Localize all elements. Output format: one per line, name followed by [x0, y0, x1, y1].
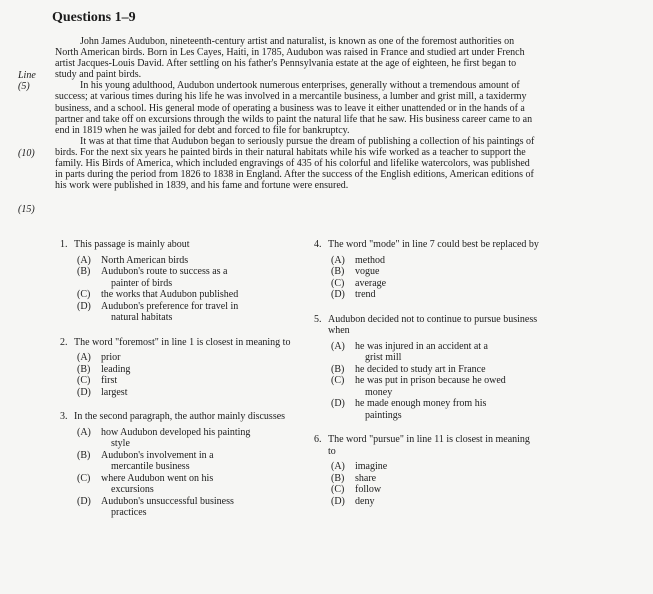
answer-choice[interactable] [331, 473, 539, 485]
answer-choice[interactable] [331, 266, 539, 278]
choice-label: (A) [77, 254, 91, 266]
choice-text-continued: style [111, 438, 130, 449]
passage-paragraph-1: John James Audubon, nineteenth-century artist and naturalist, is known as one of the foremost authorities on North American birds. Born in Les Cayes, Haiti, in 1785, Audubon was raised in France and studied art under French artist Jacques-Louis David. After settling on his father's Pennsylvania estate at the age of eighteen, he first began to study and paint birds. [55, 36, 525, 81]
choice-label: (B) [331, 266, 345, 277]
choice-text: prior [101, 352, 121, 363]
question-number: 6. [314, 434, 322, 445]
answer-choice[interactable] [77, 427, 300, 450]
choice-text-block [101, 352, 300, 364]
question-stem-line [314, 314, 539, 337]
choice-text-block [101, 289, 300, 301]
choice-text-block [355, 375, 539, 398]
question-stem: Audubon decided not to continue to pursue business when [328, 313, 538, 336]
choice-text-continued: excursions [111, 484, 154, 495]
choice-text: deny [355, 495, 375, 507]
answer-choice[interactable] [77, 255, 300, 267]
choice-label: (A) [331, 461, 345, 472]
choice-text-block [101, 496, 300, 519]
answer-choice[interactable] [331, 255, 539, 267]
choice-label: (B) [77, 363, 91, 375]
choice-text: Audubon's preference for travel in [101, 300, 239, 312]
questions-right-column [314, 239, 539, 520]
choice-text-block [101, 387, 300, 399]
choice-text: leading [101, 363, 131, 375]
answer-choices [314, 255, 539, 301]
choice-label: (D) [77, 386, 91, 398]
question-stem: This passage is mainly about [74, 239, 190, 250]
question-number: 5. [314, 313, 322, 325]
question-number: 4. [314, 239, 322, 250]
choice-text-block [355, 278, 539, 290]
choice-text-continued: mercantile business [111, 461, 190, 472]
question-number: 2. [60, 336, 68, 348]
choice-label: (A) [331, 340, 345, 352]
choice-label: (D) [331, 495, 345, 507]
choice-text: he was injured in an accident at a [355, 340, 488, 352]
choice-text-block [355, 398, 539, 421]
choice-text-block [101, 266, 300, 289]
choice-text: first [101, 375, 118, 386]
choice-text-block [101, 375, 300, 387]
question-item [314, 434, 539, 507]
choice-text: Audubon's route to success as a [101, 266, 228, 277]
choice-text-continued: natural habitats [111, 312, 173, 323]
question-item [60, 239, 300, 324]
choice-text-block [355, 289, 539, 301]
answer-choice[interactable] [77, 364, 300, 376]
choice-text-block [355, 341, 539, 364]
choice-label: (C) [331, 375, 345, 386]
choice-label: (D) [331, 289, 345, 300]
answer-choice[interactable] [77, 375, 300, 387]
passage-paragraph-3: It was at that time that Audubon began to seriously pursue the dream of publishing a collection of his paintings of birds. For the next six years he painted birds in their natural habitats while his wife worked as a teacher to support the family. His Birds of America, which included engravings of 435 of his colorful and lifelike watercolors, was published in parts during the period from 1826 to 1838 in England. After the success of the English editions, American editions of his work were published in 1839, and his fame and fortune were ensured. [55, 135, 535, 192]
page-title: Questions 1–9 [52, 10, 136, 25]
choice-text-block [101, 427, 300, 450]
line-marker-5: (5) [18, 81, 30, 92]
question-stem: The word "pursue" in line 11 is closest in meaning to [328, 434, 530, 457]
choice-text-continued: practices [111, 507, 147, 518]
answer-choice[interactable] [77, 387, 300, 399]
choice-text: Audubon's involvement in a [101, 449, 214, 461]
choice-text: share [355, 472, 377, 484]
answer-choice[interactable] [331, 364, 539, 376]
questions-left-column [60, 239, 300, 532]
choice-text: he was put in prison because he owed [355, 375, 506, 386]
choice-text: imagine [355, 461, 388, 472]
answer-choices [314, 341, 539, 422]
choice-text-block [101, 364, 300, 376]
question-stem-line [60, 239, 300, 251]
line-marker-10: (10) [18, 148, 35, 159]
choice-text-continued: money [365, 386, 393, 398]
answer-choice[interactable] [331, 278, 539, 290]
choice-text: the works that Audubon published [101, 289, 239, 300]
choice-text-block [101, 450, 300, 473]
answer-choices [60, 255, 300, 324]
answer-choice[interactable] [77, 450, 300, 473]
answer-choice[interactable] [331, 341, 539, 364]
choice-text: how Audubon developed his painting [101, 426, 251, 438]
question-item [60, 337, 300, 399]
line-marker-15: (15) [18, 204, 35, 215]
choice-text-block [355, 255, 539, 267]
passage-paragraph-2: In his young adulthood, Audubon undertook numerous enterprises, generally without a tremendous amount of success; at various times during his life he was involved in a mercantile business, a lumber and grist mill, a taxidermy business, and a school. His general mode of operating a business was to leave it either unattended or in the hands of a partner and take off on excursions through the wilds to paint the natural life that he saw. His business career came to an end in 1819 when he was jailed for debt and forced to file for bankruptcy. [55, 80, 533, 136]
answer-choice[interactable] [77, 496, 300, 519]
choice-label: (B) [331, 363, 345, 375]
answer-choice[interactable] [331, 484, 539, 496]
choice-text-block [355, 473, 539, 485]
choice-text-block [355, 496, 539, 508]
answer-choices [60, 427, 300, 519]
choice-text: trend [355, 289, 376, 300]
choice-text: he made enough money from his [355, 398, 487, 409]
question-number: 3. [60, 411, 68, 422]
choice-label: (C) [77, 375, 91, 386]
choice-label: (A) [77, 352, 91, 363]
choice-label: (A) [331, 254, 345, 266]
choice-text-continued: paintings [365, 409, 402, 421]
question-stem: The word "foremost" in line 1 is closest in meaning to [74, 336, 291, 348]
answer-choice[interactable] [77, 473, 300, 496]
choice-label: (B) [77, 266, 91, 277]
question-stem-line [314, 434, 539, 457]
answer-choice[interactable] [331, 398, 539, 421]
answer-choice[interactable] [331, 461, 539, 473]
question-stem-line [60, 337, 300, 349]
choice-label: (A) [77, 426, 91, 438]
choice-text-continued: grist mill [365, 352, 402, 363]
answer-choice[interactable] [77, 266, 300, 289]
choice-label: (C) [77, 289, 91, 300]
question-stem: The word "mode" in line 7 could best be replaced by [328, 239, 539, 250]
choice-label: (C) [77, 472, 91, 484]
choice-label: (D) [77, 300, 91, 312]
answer-choices [60, 352, 300, 398]
choice-text-block [355, 266, 539, 278]
question-number: 1. [60, 239, 68, 250]
choice-label: (D) [331, 398, 345, 409]
choice-text: largest [101, 386, 128, 398]
question-stem-line [314, 239, 539, 251]
choice-text: he decided to study art in France [355, 363, 486, 375]
answer-choice[interactable] [77, 352, 300, 364]
answer-choice[interactable] [331, 289, 539, 301]
question-item [314, 239, 539, 301]
choice-text-block [101, 473, 300, 496]
question-stem: In the second paragraph, the author mainly discusses [74, 411, 286, 422]
answer-choice[interactable] [331, 496, 539, 508]
choice-text: Audubon's unsuccessful business [101, 495, 234, 507]
choice-text: follow [355, 484, 382, 495]
choice-text: vogue [355, 266, 380, 277]
choice-text: where Audubon went on his [101, 472, 214, 484]
line-marker-line: Line [18, 70, 36, 81]
answer-choice[interactable] [77, 289, 300, 301]
question-item [314, 314, 539, 422]
question-item [60, 411, 300, 519]
choice-label: (B) [331, 472, 345, 484]
choice-text: North American birds [101, 254, 189, 266]
answer-choice[interactable] [331, 375, 539, 398]
choice-text: average [355, 277, 387, 289]
choice-text-block [355, 364, 539, 376]
answer-choice[interactable] [77, 301, 300, 324]
choice-text-block [355, 484, 539, 496]
choice-text-block [101, 255, 300, 267]
choice-text-block [355, 461, 539, 473]
choice-text-block [101, 301, 300, 324]
answer-choices [314, 461, 539, 507]
choice-text-continued: painter of birds [111, 277, 173, 289]
reading-passage [55, 36, 535, 191]
choice-label: (B) [77, 449, 91, 461]
choice-label: (C) [331, 277, 345, 289]
choice-label: (D) [77, 495, 91, 507]
choice-label: (C) [331, 484, 345, 495]
question-stem-line [60, 411, 300, 423]
choice-text: method [355, 254, 385, 266]
